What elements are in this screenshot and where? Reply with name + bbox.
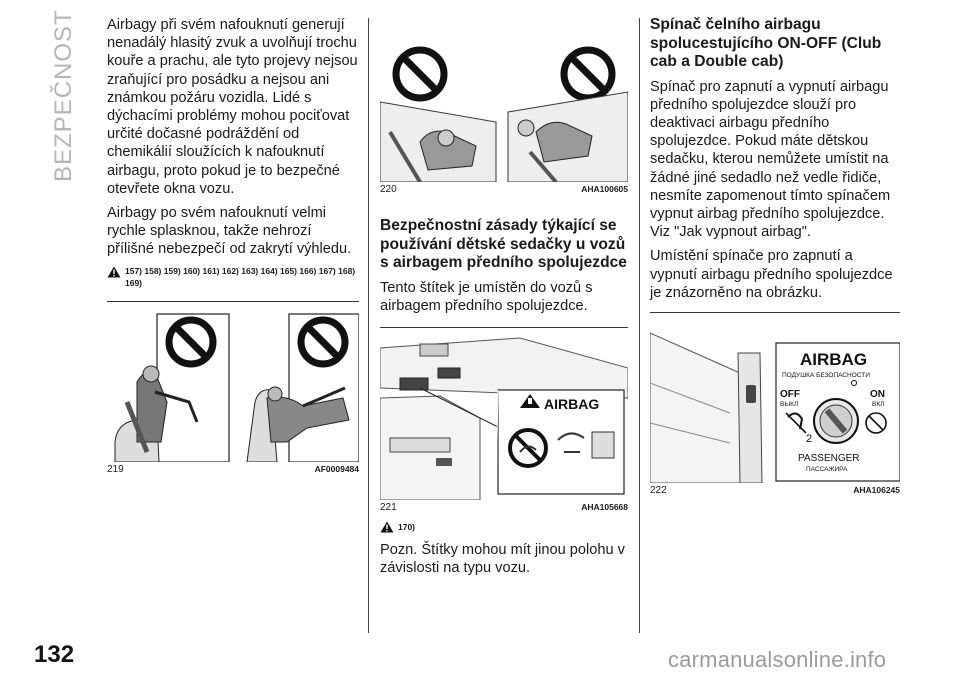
airbag-label-text: AIRBAG [544,395,600,412]
passenger-label: PASSENGER [798,452,860,464]
figure-222-illustration [650,313,900,483]
column-2 [380,32,628,583]
watermark: carmanualsonline.info [668,647,887,672]
passenger-sub-label: ПАССАЖИРА [806,465,848,473]
switch-subtitle: ПОДУШКА БЕЗОПАСНОСТИ [782,371,870,379]
off-sub-label: ВЫКЛ [780,400,799,408]
figure-number: 220 [380,184,397,195]
figure-code: AF0009484 [314,463,359,474]
figure-220 [380,32,628,195]
figure-number: 219 [107,463,124,475]
column-divider [639,18,640,633]
paragraph-airbag-deflate: Airbagy po svém nafouknutí velmi rychle splasknou, takže nehrozí přílišné nebezpečí od zakrytí výhledu. [107,205,352,258]
section-heading-switch: Spínač čelního airbagu spolucestujícího ON-OFF (Club cab a Double cab) [650,16,882,70]
warning-reference-text: 170) [398,521,416,532]
figure-221-caption [380,500,628,513]
figure-221 [380,327,628,513]
figure-219-caption [107,462,359,475]
paragraph-note: Pozn. Štítky mohou mít jinou polohu v závislosti na typu vozu. [380,541,625,577]
warning-triangle-icon [107,266,121,278]
figure-221-illustration [380,328,628,500]
warning-references[interactable] [107,265,359,289]
on-label: ON [870,388,885,400]
section-heading-child-seat: Bezpečnostní zásady týkající se používání dětské sedačky u vozů s airbagem předního spolujezdce [380,217,627,271]
figure-number: 221 [380,501,397,513]
figure-222-caption [650,483,900,496]
warning-reference[interactable] [380,521,628,533]
figure-code: AHA100605 [581,184,628,194]
off-label: OFF [780,388,800,400]
paragraph-label-location: Tento štítek je umístěn do vozů s airbagem předního spolujezdce. [380,279,593,314]
figure-code: AHA106245 [853,484,900,495]
figure-code: AHA105668 [581,501,628,512]
switch-title: AIRBAG [800,349,868,369]
paragraph-airbag-smoke: Airbagy při svém nafouknutí generují nenadálý hlasitý zvuk a uvolňují trochu kouře a prachu, ale tyto projevy nejsou zraňující pro posádku a nejsou ani známkou požáru vozidla. Lidé s dýchacími problémy mohou pociťovat určité dočasné podráždění od chemikálií sloužících k nafouknutí airbagu, proto pokud je to bezpečné otevřete okna vozu. [107,17,358,197]
figure-220-caption [380,182,628,195]
warning-references-text: 157) 158) 159) 160) 161) 162) 163) 164) 165) 166) 167) 168) 169) [125,265,356,288]
column-1 [107,16,359,475]
figure-220-illustration [380,32,628,182]
switch-digit: 2 [806,432,813,445]
on-sub-label: ВКЛ [872,400,885,408]
paragraph-switch-purpose: Spínač pro zapnutí a vypnutí airbagu předního spolujezdce slouží pro deaktivaci airbagu předního spolujezdce. Pokud máte dětskou sedačku, kterou nemůžete umístit na žádné jiné sedadlo než vedle řidiče, nesmíte zapomenout tímto spínačem vypnut airbag předního spolujezdce. Viz "Jak vypnout airbag". [650,78,891,241]
figure-219-illustration [107,302,359,462]
chapter-side-label: BEZPEČNOST [50,9,77,182]
figure-222 [650,312,900,496]
paragraph-switch-location: Umístění spínače pro zapnutí a vypnutí airbagu předního spolujezdce je znázorněno na obrázku. [650,248,893,301]
warning-triangle-icon [380,521,394,533]
column-3 [650,16,900,496]
page-number: 132 [34,641,75,668]
figure-219 [107,301,359,475]
column-divider [368,18,369,633]
figure-number: 222 [650,484,667,496]
